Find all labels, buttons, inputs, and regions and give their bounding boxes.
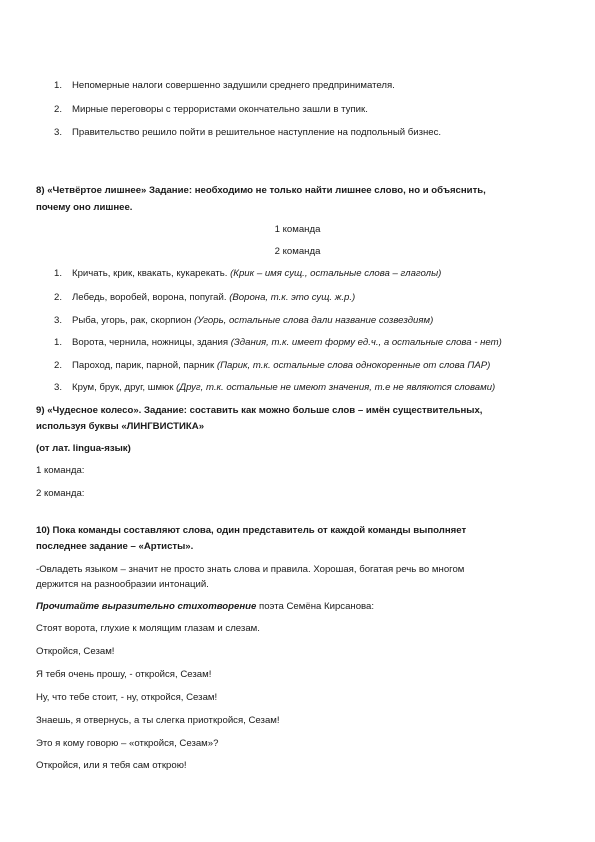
list-number: 1. bbox=[54, 268, 63, 279]
list-number: 2. bbox=[54, 360, 63, 371]
list-number: 2. bbox=[54, 104, 63, 115]
list-number: 3. bbox=[54, 315, 63, 326]
answer-note: (Крик – имя сущ., остальные слова – глаголы) bbox=[230, 268, 442, 279]
latin-origin: (от лат. lingua-язык) bbox=[36, 443, 131, 454]
list-number: 1. bbox=[54, 80, 63, 91]
task8-heading: 8) «Четвёртое лишнее» Задание: необходимо не только найти лишнее слово, но и объяснить, bbox=[36, 185, 486, 196]
list-number: 3. bbox=[54, 127, 63, 138]
poem-line: Ну, что тебе стоит, - ну, откройся, Сезам! bbox=[36, 692, 218, 703]
list-item: Рыба, угорь, рак, скорпион (Угорь, остальные слова дали название созвездиям) bbox=[72, 315, 434, 326]
answer-note: (Угорь, остальные слова дали название созвездиям) bbox=[194, 315, 434, 326]
answer-note: (Друг, т.к. остальные не имеют значения, т.е не являются словами) bbox=[176, 382, 496, 393]
poem-line: Я тебя очень прошу, - откройся, Сезам! bbox=[36, 669, 212, 680]
list-item: Крум, брук, друг, шмюк (Друг, т.к. остальные не имеют значения, т.е не являются словами) bbox=[72, 382, 496, 393]
reading-instruction: Прочитайте выразительно стихотворение поэта Семёна Кирсанова: bbox=[36, 601, 375, 612]
reading-instruction-emphasis: Прочитайте выразительно стихотворение bbox=[36, 601, 257, 612]
task10-heading: 10) Пока команды составляют слова, один представитель от каждой команды выполняет bbox=[36, 525, 467, 536]
list-item: Кричать, крик, квакать, кукарекать. (Крик – имя сущ., остальные слова – глаголы) bbox=[72, 268, 442, 279]
list-item: Мирные переговоры с террористами окончательно зашли в тупик. bbox=[72, 104, 368, 115]
answer-note: (Ворона, т.к. это сущ. ж.р.) bbox=[229, 292, 356, 303]
answer-note: (Здания, т.к. имеет форму ед.ч., а остальные слова - нет) bbox=[230, 337, 502, 348]
intro-text: -Овладеть языком – значит не просто знать слова и правила. Хорошая, богатая речь во многом bbox=[36, 564, 465, 575]
list-item: Ворота, чернила, ножницы, здания (Здания, т.к. имеет форму ед.ч., а остальные слова - нет) bbox=[72, 337, 502, 348]
poem-line: Знаешь, я отвернусь, а ты слегка приоткройся, Сезам! bbox=[36, 715, 280, 726]
task9-heading: 9) «Чудесное колесо». Задание: составить как можно больше слов – имён существительных, bbox=[36, 405, 483, 416]
poem-line: Откройся, Сезам! bbox=[36, 646, 115, 657]
list-number: 2. bbox=[54, 292, 63, 303]
list-number: 3. bbox=[54, 382, 63, 393]
list-item: Пароход, парик, парной, парник (Парик, т.к. остальные слова однокоренные от слова ПАР) bbox=[72, 360, 491, 371]
intro-text-cont: держится на разнообразии интонаций. bbox=[36, 579, 209, 590]
task9-heading-cont: используя буквы «ЛИНГВИСТИКА» bbox=[36, 421, 205, 432]
team1-label: 1 команда bbox=[274, 224, 321, 235]
poem-line: Стоят ворота, глухие к молящим глазам и слезам. bbox=[36, 623, 260, 634]
poem-line: Откройся, или я тебя сам открою! bbox=[36, 760, 187, 771]
poem-line: Это я кому говорю – «откройся, Сезам»? bbox=[36, 738, 219, 749]
list-item: Лебедь, воробей, ворона, попугай. (Ворона, т.к. это сущ. ж.р.) bbox=[72, 292, 356, 303]
team2-answer: 2 команда: bbox=[36, 488, 85, 499]
answer-note: (Парик, т.к. остальные слова однокоренные от слова ПАР) bbox=[216, 360, 491, 371]
task10-heading-cont: последнее задание – «Артисты». bbox=[36, 541, 194, 552]
team1-answer: 1 команда: bbox=[36, 465, 85, 476]
team2-label: 2 команда bbox=[274, 246, 321, 257]
task8-heading-cont: почему оно лишнее. bbox=[36, 202, 133, 213]
list-item: Правительство решило пойти в решительное наступление на подпольный бизнес. bbox=[72, 127, 442, 138]
list-item: Непомерные налоги совершенно задушили среднего предпринимателя. bbox=[72, 80, 395, 91]
list-number: 1. bbox=[54, 337, 63, 348]
